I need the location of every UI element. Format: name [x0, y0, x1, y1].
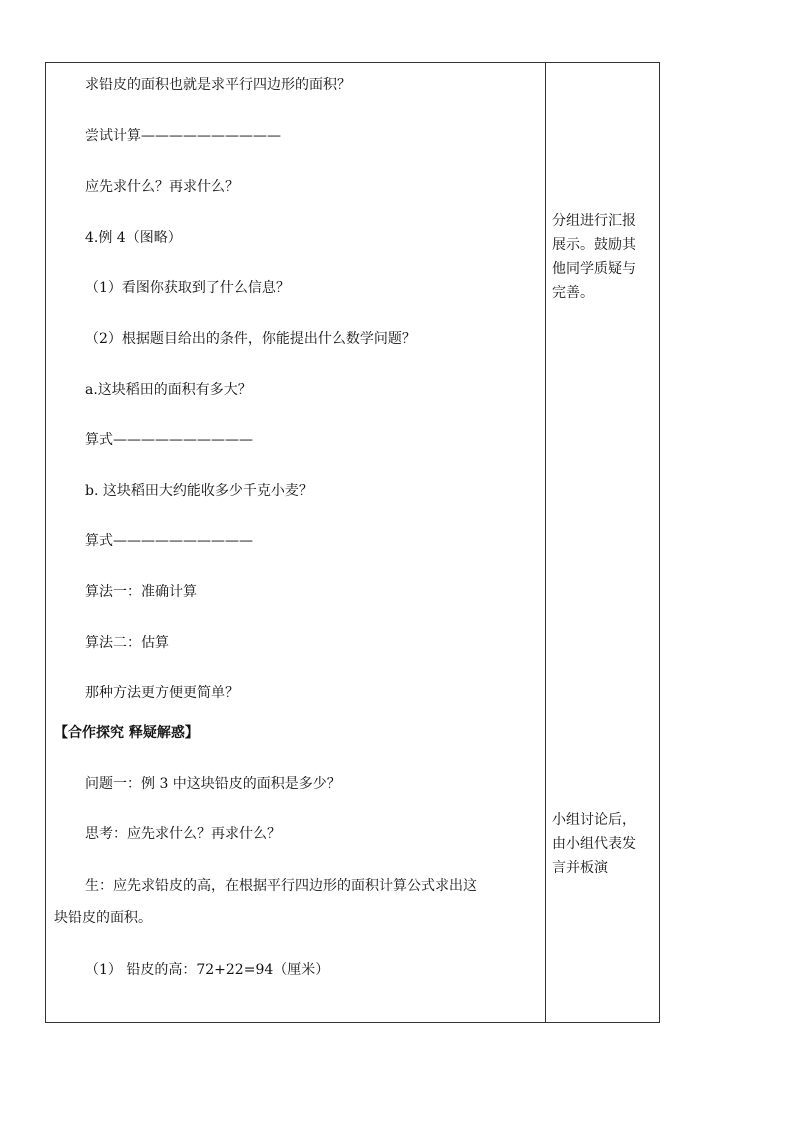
text-line-15: 问题一：例 3 中这块铅皮的面积是多少？ — [85, 776, 341, 792]
text-line-13: 那种方法更方便更简单？ — [85, 685, 239, 701]
side-note-line: 言并板演 — [552, 860, 608, 876]
text-line-17: 生：应先求铅皮的高，在根据平行四边形的面积计算公式求出这 — [85, 878, 477, 894]
column-divider — [545, 63, 546, 1022]
text-line-1: 求铅皮的面积也就是求平行四边形的面积？ — [85, 77, 351, 93]
text-line-7: a.这块稻田的面积有多大？ — [85, 382, 252, 398]
side-note-discussion — [552, 808, 660, 880]
text-line-10: 算式—————————— — [85, 533, 253, 549]
text-line-18: 块铅皮的面积。 — [54, 910, 152, 926]
side-note-line: 完善。 — [552, 285, 594, 301]
text-line-3: 应先求什么？再求什么？ — [85, 179, 239, 195]
text-line-12: 算法二：估算 — [85, 635, 169, 651]
side-note-line: 由小组代表发 — [552, 836, 636, 852]
text-line-8: 算式—————————— — [85, 432, 253, 448]
text-line-4: 4.例 4（图略） — [85, 230, 182, 246]
side-note-line: 他同学质疑与 — [552, 261, 636, 277]
side-note-report — [552, 209, 660, 305]
text-line-6: （2）根据题目给出的条件，你能提出什么数学问题？ — [85, 331, 416, 347]
text-line-9: b. 这块稻田大约能收多少千克小麦？ — [85, 483, 313, 499]
text-line-19: （1） 铅皮的高：72+22=94（厘米） — [85, 962, 330, 978]
side-note-line: 分组进行汇报 — [552, 213, 636, 229]
section-heading: 【合作探究 释疑解惑】 — [54, 725, 199, 741]
side-note-line: 展示。鼓励其 — [552, 237, 636, 253]
lesson-table — [45, 62, 660, 1023]
text-line-5: （1）看图你获取到了什么信息？ — [85, 280, 290, 296]
side-note-line: 小组讨论后， — [552, 812, 636, 828]
text-line-2: 尝试计算—————————— — [85, 128, 281, 144]
text-line-16: 思考：应先求什么？再求什么？ — [85, 826, 281, 842]
text-line-11: 算法一：准确计算 — [85, 584, 197, 600]
